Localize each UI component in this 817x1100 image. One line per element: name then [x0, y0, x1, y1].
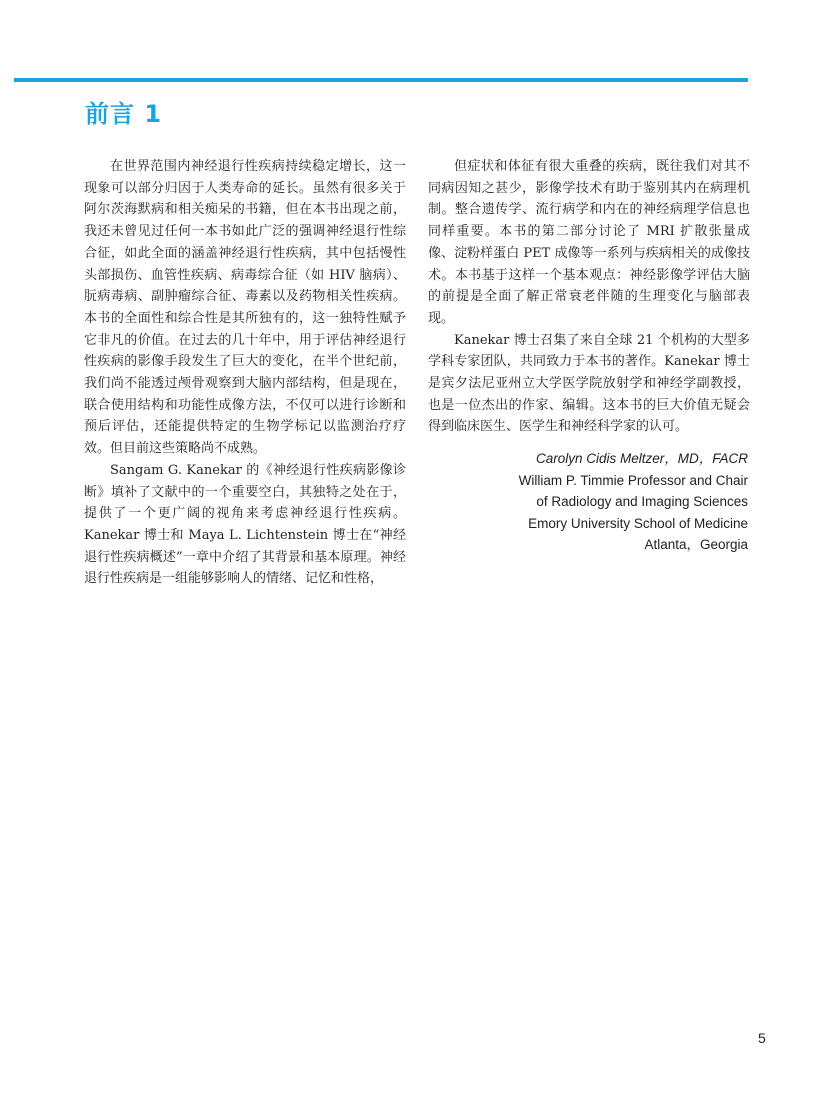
body-paragraph: Sangam G. Kanekar 的《神经退行性疾病影像诊断》填补了文献中的一个重要空白，其独特之处在于，提供了一个更广阔的视角来考虑神经退行性疾病。Kanekar 博士和 Maya L. Lichtenstein 博士在“神经退行性疾病概述”一章中介绍了其背景和基本原理。神经退行性疾病是一组能够影响人的情绪、记忆和性格， [84, 462, 406, 587]
author-location: Atlanta，Georgia [644, 537, 748, 552]
page-title: 前言 1 [85, 100, 163, 128]
left-text-column [84, 156, 406, 590]
author-name: Carolyn Cidis Meltzer，MD，FACR [535, 451, 748, 466]
author-title: William P. Timmie Professor and Chair [518, 472, 748, 488]
author-institution: Emory University School of Medicine [528, 515, 748, 531]
body-paragraph: 在世界范围内神经退行性疾病持续稳定增长，这一现象可以部分归因于人类寿命的延长。虽然有很多关于阿尔茨海默病和相关痴呆的书籍，但在本书出现之前，我还未曾见过任何一本书如此广泛的强调神经退行性综合征，如此全面的涵盖神经退行性疾病，其中包括慢性头部损伤、血管性疾病、病毒综合征（如 HIV 脑病）、朊病毒病、副肿瘤综合征、毒素以及药物相关性疾病。本书的全面性和综合性是其所独有的，这一独特性赋予它非凡的价值。在过去的几十年中，用于评估神经退行性疾病的影像手段发生了巨大的变化，在半个世纪前，我们尚不能透过颅骨观察到大脑内部结构，但是现在，联合使用结构和功能性成像方法，不仅可以进行诊断和预后评估，还能提供特定的生物学标记以监测治疗疗效。但目前这些策略尚不成熟。 [84, 159, 406, 457]
signature-block [428, 448, 748, 556]
right-text-column [428, 156, 750, 438]
page-number: 5 [758, 1030, 766, 1046]
header-rule [14, 78, 748, 82]
body-paragraph: Kanekar 博士召集了来自全球 21 个机构的大型多学科专家团队，共同致力于本书的著作。Kanekar 博士是宾夕法尼亚州立大学医学院放射学和神经学副教授，也是一位杰出的作家、编辑。这本书的巨大价值无疑会得到临床医生、医学生和神经科学家的认可。 [428, 332, 750, 435]
author-department: of Radiology and Imaging Sciences [536, 494, 748, 509]
body-paragraph: 但症状和体征有很大重叠的疾病，既往我们对其不同病因知之甚少，影像学技术有助于鉴别其内在病理机制。整合遗传学、流行病学和内在的神经病理学信息也同样重要。本书的第二部分讨论了 MRI 扩散张量成像、淀粉样蛋白 PET 成像等一系列与疾病相关的成像技术。本书基于这样一个基本观点：神经影像学评估大脑的前提是全面了解正常衰老伴随的生理变化与脑部表现。 [428, 159, 750, 326]
